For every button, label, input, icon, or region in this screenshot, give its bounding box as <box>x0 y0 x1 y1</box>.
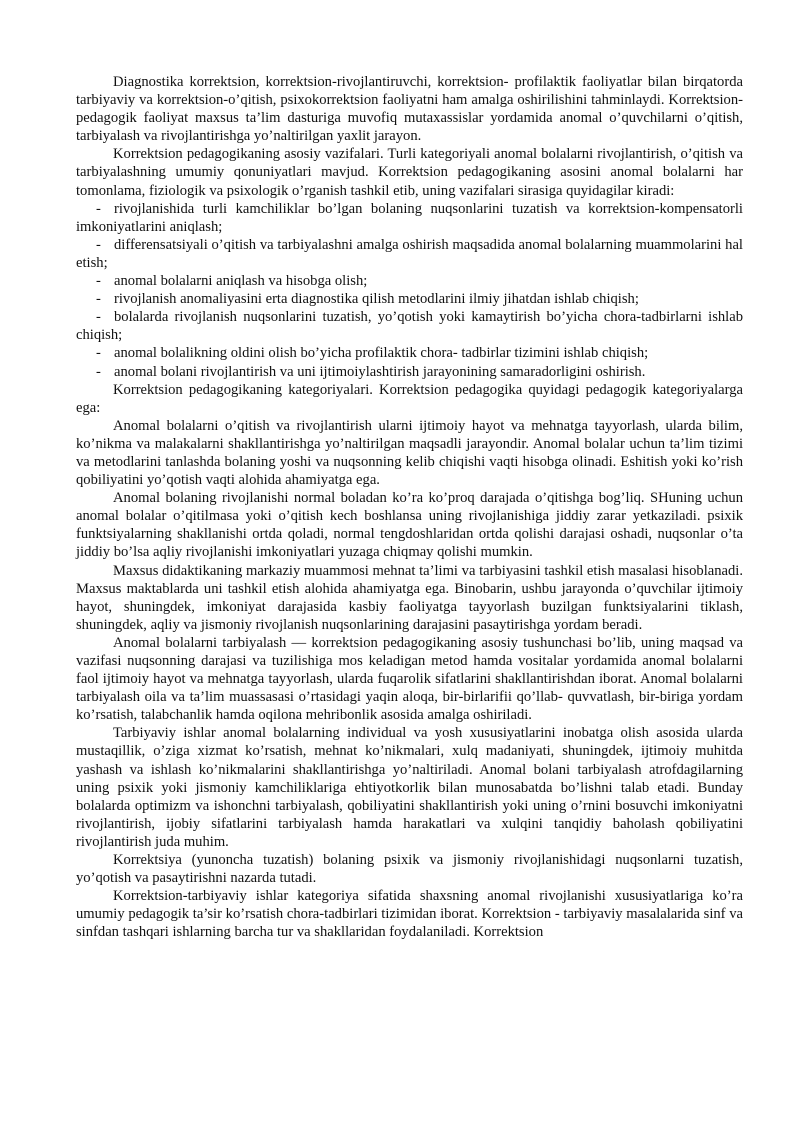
list-marker: - <box>96 309 101 326</box>
paragraph: Anomal bolalarni tarbiyalash — korrektsion pedagogikaning asosiy tushunchasi bo’lib, uning maqsad va vazifasi nuqsonning darajasi va tuzilishiga mos keladigan metod hamda vositalar yordamida anomal bolalarni faol ijtimoiy hayot va mehnatga tayyorlash, ularda fuqarolik sifatlarini shakllantirishdan iborat. Anomal bolalarni tarbiyalash oila va ta’lim muassasasi o’rtasidagi yaqin aloqa, bir-birlarifii qo’llab- quvvatlash, bir-biriga yordam ko’rsatish, talabchanlik hamda oqilona mehribonlik asosida amalga oshiriladi. <box>76 634 743 724</box>
paragraph: Korrektsion pedagogikaning asosiy vazifalari. Turli kategoriyali anomal bolalarni rivojlantirish, o’qitish va tarbiyalashning umumiy qonuniyatlari mavjud. Korrektsion pedagogikaning asosini anomal bolalarni har tomonlama, fiziologik va psixologik o’rganish tashkil etib, uning vazifalari sirasiga quyidagilar kiradi: <box>76 146 743 199</box>
list-item-text: anomal bolalikning oldini olish bo’yicha profilaktik chora- tadbirlar tizimini ishlab chiqish; <box>114 345 649 362</box>
list-item-text: rivojlanish anomaliyasini erta diagnostika qilish metodlarini ilmiy jihatdan ishlab chiqish; <box>114 291 639 308</box>
list-item-text: bolalarda rivojlanish nuqsonlarini tuzatish, yo’qotish yoki kamaytirish bo’yicha chora-tadbirlarni ishlab chiqish; <box>76 309 743 344</box>
list-marker: - <box>96 273 101 290</box>
paragraph: Maxsus didaktikaning markaziy muammosi mehnat ta’limi va tarbiyasini tashkil etish masalasi hisoblanadi. Maxsus maktablarda uni tashkil etish alohida ahamiyatga ega. Binobarin, ushbu jarayonda o’quvchilar ijtimoiy hayot, shuningdek, imkoniyat darajasida kasbiy faoliyatga tayyorlash buzilgan funktsiyalarini tiklash, shuningdek, aqliy va jismoniy rivojlanish nuqsonlarining darajasini pasaytirishga yordam beradi. <box>76 562 743 633</box>
list-item <box>76 272 743 290</box>
list-item <box>76 308 743 344</box>
list-item-text: differensatsiyali o’qitish va tarbiyalashni amalga oshirish maqsadida anomal bolalarning muammolarini hal etish; <box>76 236 743 271</box>
list-item <box>76 290 743 308</box>
paragraph: Diagnostika korrektsion, korrektsion-rivojlantiruvchi, korrektsion- profilaktik faoliyatlar bilan birqatorda tarbiyaviy va korrektsion-o’qitish, psixokorrektsion faoliyatni ham amalga oshirilishini tahminlaydi. Korrektsion-pedagogik faoliyat maxsus ta’lim dasturiga muvofiq mutaxassislar yordamida anomal o’quvchilarni o’qitish, tarbiyalash va rivojlantirishga yo’naltirilgan yaxlit jarayon. <box>76 74 743 145</box>
list-marker: - <box>96 345 101 362</box>
paragraph: Tarbiyaviy ishlar anomal bolalarning individual va yosh xususiyatlarini inobatga olish asosida ularda mustaqillik, o’ziga xizmat ko’rsatish, mehnat ko’nikmalari, xulq madaniyati, shuningdek, ijtimoiy muhitda yashash va ishlash ko’nikmalarini shakllantirishga yo’naltiriladi. Anomal bolani tarbiyalash atrofdagilarning uning psixik yoki jismoniy kamchiliklariga ehtiyotkorlik bilan munosabatda bo’lishni talab etadi. Bunday bolalarda optimizm va ishonchni tarbiyalash, qobiliyatini shakllantirish yoki uning o’rnini bosuvchi imkoniyatni rivojlantirish, ijobiy sifatlarini tarbiyalash hamda harakatlari va xulqini tanqidiy baholash qobiliyatini rivojlantirish juda muhim. <box>76 725 743 850</box>
paragraph: Anomal bolaning rivojlanishi normal boladan ko’ra ko’proq darajada o’qitishga bog’liq. SHuning uchun anomal bolalar o’qitilmasa yoki o’qitish kech boshlansa uning rivojlanishiga jiddiy zarar yetkaziladi. psixik funktsiyalarning shakllanishi ortda qoladi, normal tengdoshlaridan ortda qolishi darajasi oshadi, nuqsonlar o’ta jiddiy bo’lsa aqliy rivojlanishi imkoniyatlari yuzaga chiqmay qolishi mumkin. <box>76 490 743 561</box>
list-item <box>76 363 743 381</box>
list-item <box>76 236 743 272</box>
list-item-text: anomal bolani rivojlantirish va uni ijtimoiylashtirish jarayonining samaradorligini oshirish. <box>114 363 646 380</box>
paragraph: Korrektsion pedagogikaning kategoriyalari. Korrektsion pedagogika quyidagi pedagogik kategoriyalarga ega: <box>76 381 743 416</box>
list-item-text: anomal bolalarni aniqlash va hisobga olish; <box>114 273 368 290</box>
paragraph: Korrektsiya (yunoncha tuzatish) bolaning psixik va jismoniy rivojlanishidagi nuqsonlarni tuzatish, yo’qotish va pasaytirishni nazarda tutadi. <box>76 852 743 887</box>
paragraph: Korrektsion-tarbiyaviy ishlar kategoriya sifatida shaxsning anomal rivojlanishi xususiyatlariga ko’ra umumiy pedagogik ta’sir ko’rsatish chora-tadbirlari tizimidan iborat. Korrektsion - tarbiyaviy masalalarida sinf va sinfdan tashqari ishlarning barcha tur va shakllaridan foydalaniladi. Korrektsion <box>76 888 743 941</box>
list-marker: - <box>96 363 101 380</box>
list-marker: - <box>96 291 101 308</box>
list-item <box>76 200 743 236</box>
paragraph: Anomal bolalarni o’qitish va rivojlantirish ularni ijtimoiy hayot va mehnatga tayyorlash, ularda bilim, ko’nikma va malakalarni shakllantirishga yo’naltirilgan maqsadli jarayondir. Anomal bolalar uchun ta’lim tizimi va metodlarini tanlashda bolaning yoshi va nuqsonning kelib chiqishi vaqti hisobga olinadi. Eshitish yoki ko’rish qobiliyatini yo’qotish vaqti alohida ahamiyatga ega. <box>76 417 743 489</box>
list-marker: - <box>96 236 101 253</box>
list-item <box>76 344 743 362</box>
list-item-text: rivojlanishida turli kamchiliklar bo’lgan bolaning nuqsonlarini tuzatish va korrektsion-kompensatorli imkoniyatlarini aniqlash; <box>76 200 743 235</box>
list-marker: - <box>96 200 101 217</box>
